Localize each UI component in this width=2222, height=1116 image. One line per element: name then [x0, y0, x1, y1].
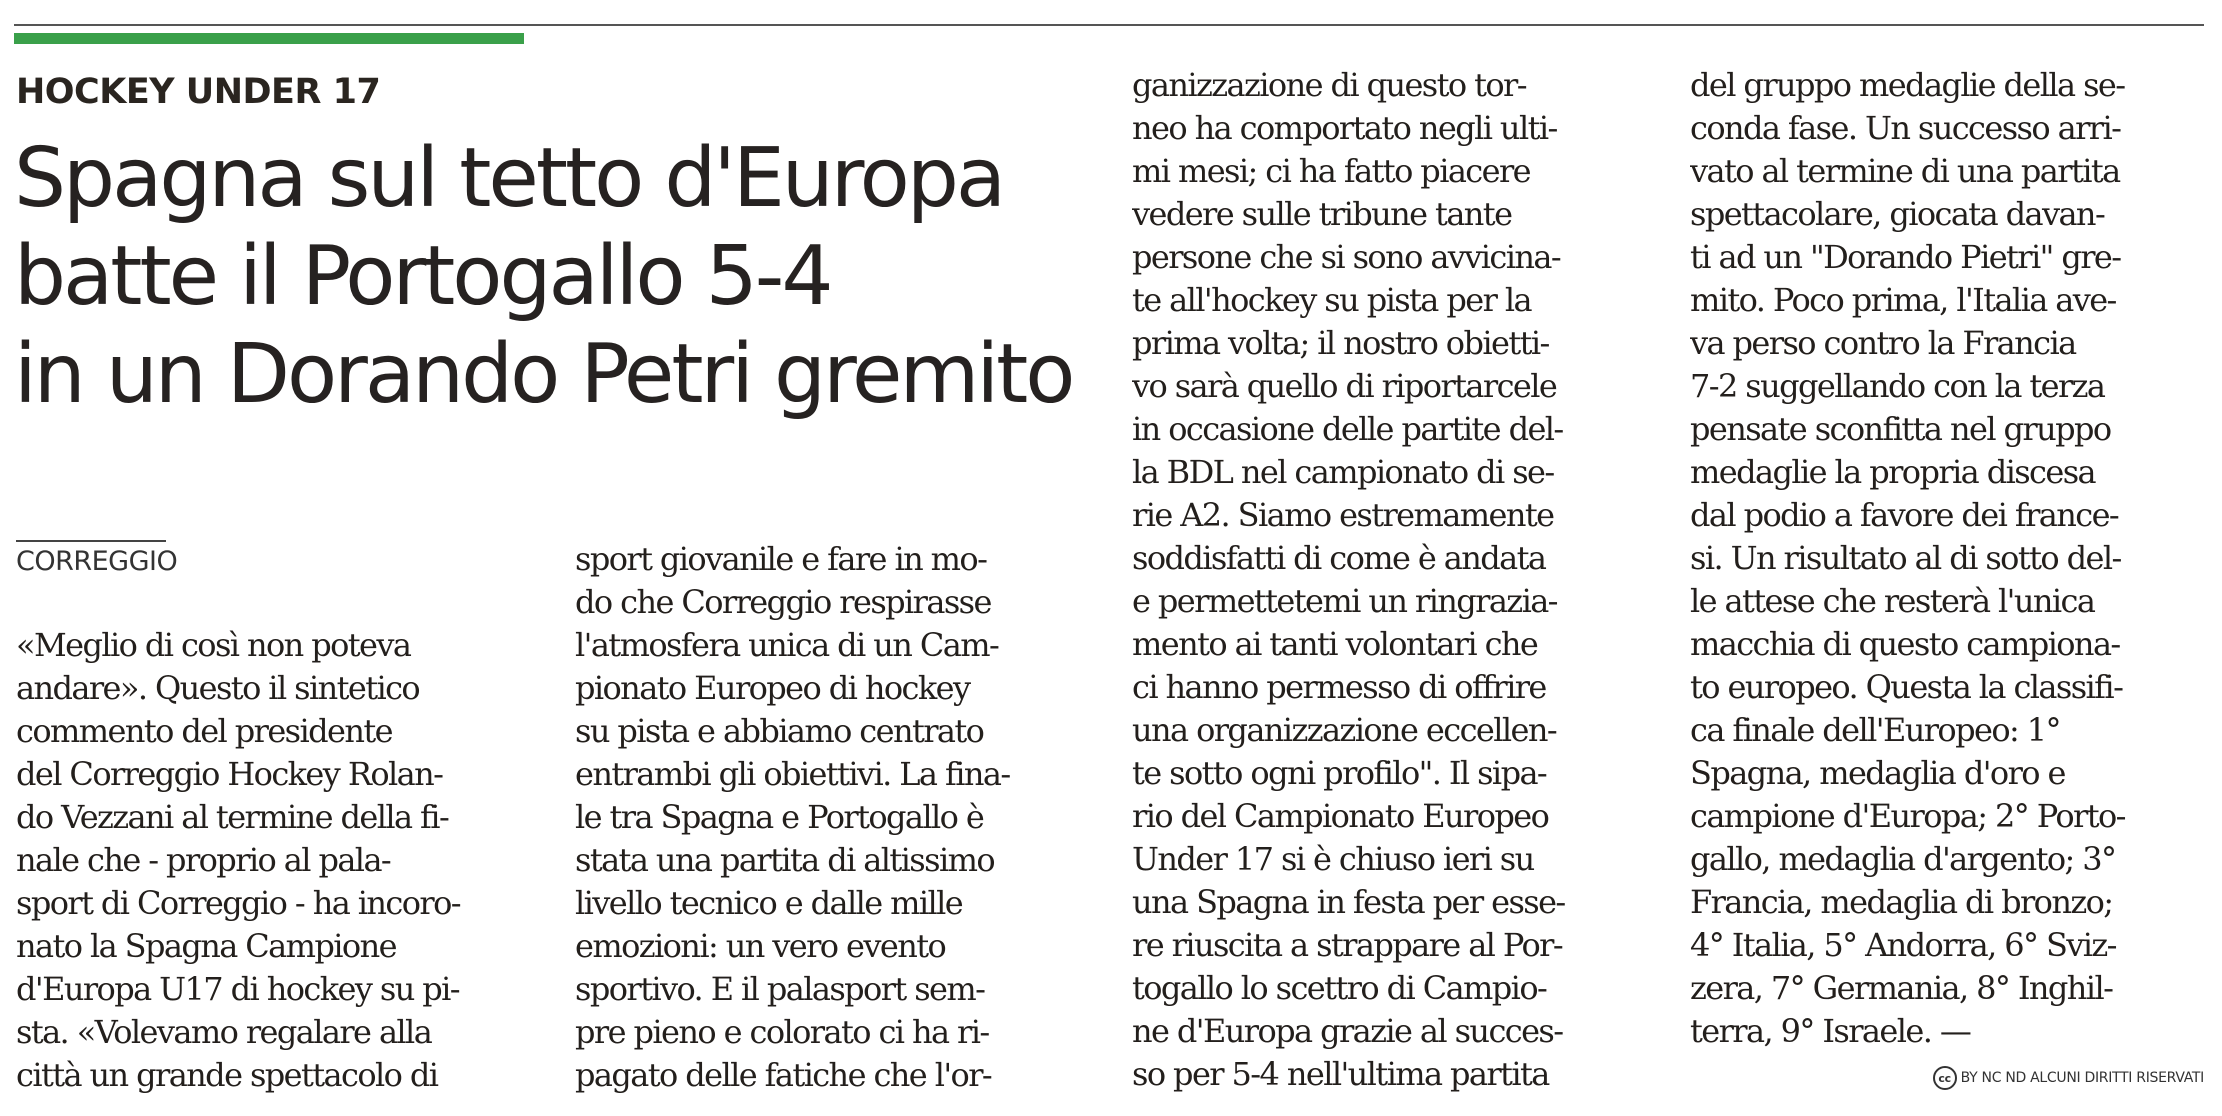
text-line: 4° Italia, 5° Andorra, 6° Sviz- — [1690, 926, 2116, 964]
text-line: commento del presidente — [16, 712, 392, 750]
text-line: do Vezzani al termine della fi- — [16, 798, 449, 836]
text-line: ca finale dell'Europeo: 1° — [1690, 711, 2060, 749]
text-line: città un grande spettacolo di — [16, 1056, 438, 1094]
headline-line: Spagna sul tetto d'Europa — [14, 131, 1004, 226]
text-line: togallo lo scettro di Campio- — [1132, 969, 1547, 1007]
text-line: Spagna, medaglia d'oro e — [1690, 754, 2065, 792]
text-line: pensate sconfitta nel gruppo — [1690, 410, 2111, 448]
text-line: gallo, medaglia d'argento; 3° — [1690, 840, 2116, 878]
text-line: una Spagna in festa per esse- — [1132, 883, 1565, 921]
text-line: pagato delle fatiche che l'or- — [575, 1056, 992, 1094]
text-line: zera, 7° Germania, 8° Inghil- — [1690, 969, 2113, 1007]
text-line: neo ha comportato negli ulti- — [1132, 109, 1557, 147]
headline-line: in un Dorando Petri gremito — [14, 327, 1073, 422]
text-line: andare». Questo il sintetico — [16, 669, 420, 707]
text-line: ti ad un "Dorando Pietri" gre- — [1690, 238, 2121, 276]
text-line: vato al termine di una partita — [1690, 152, 2120, 190]
text-line: te sotto ogni profilo". Il sipa- — [1132, 754, 1547, 792]
text-line: Under 17 si è chiuso ieri su — [1132, 840, 1534, 878]
dateline: CORREGGIO — [16, 546, 178, 577]
text-line: del gruppo medaglie della se- — [1690, 66, 2125, 104]
headline-line: batte il Portogallo 5-4 — [14, 229, 831, 324]
text-line: in occasione delle partite del- — [1132, 410, 1563, 448]
text-line: su pista e abbiamo centrato — [575, 712, 984, 750]
text-line: do che Correggio respirasse — [575, 583, 991, 621]
text-line: rio del Campionato Europeo — [1132, 797, 1549, 835]
text-line: sport di Correggio - ha incoro- — [16, 884, 460, 922]
text-line: le attese che resterà l'unica — [1690, 582, 2095, 620]
article-column-1 — [16, 624, 526, 1097]
text-line: «Meglio di così non poteva — [16, 626, 411, 664]
text-line: sta. «Volevamo regalare alla — [16, 1013, 432, 1051]
text-line: ci hanno permesso di offrire — [1132, 668, 1546, 706]
text-line: soddisfatti di come è andata — [1132, 539, 1546, 577]
text-line: re riuscita a strappare al Por- — [1132, 926, 1563, 964]
text-line: to europeo. Questa la classifi- — [1690, 668, 2123, 706]
text-line: stata una partita di altissimo — [575, 841, 994, 879]
text-line: emozioni: un vero evento — [575, 927, 946, 965]
text-line: si. Un risultato al di sotto del- — [1690, 539, 2121, 577]
kicker: HOCKEY UNDER 17 — [16, 72, 381, 112]
article-column-3 — [1132, 64, 1642, 1096]
text-line: va perso contro la Francia — [1690, 324, 2076, 362]
text-line: campione d'Europa; 2° Porto- — [1690, 797, 2125, 835]
text-line: te all'hockey su pista per la — [1132, 281, 1531, 319]
text-line: pionato Europeo di hockey — [575, 669, 970, 707]
text-line: prima volta; il nostro obietti- — [1132, 324, 1549, 362]
text-line: pre pieno e colorato ci ha ri- — [575, 1013, 989, 1051]
creative-commons-icon: cc — [1933, 1066, 1957, 1090]
text-line: una organizzazione eccellen- — [1132, 711, 1557, 749]
top-rule — [14, 24, 2204, 26]
text-line: la BDL nel campionato di se- — [1132, 453, 1554, 491]
text-line: conda fase. Un successo arri- — [1690, 109, 2121, 147]
text-line: Francia, medaglia di bronzo; — [1690, 883, 2113, 921]
license-notice — [1933, 1066, 2204, 1090]
text-line: ganizzazione di questo tor- — [1132, 66, 1526, 104]
text-line: vedere sulle tribune tante — [1132, 195, 1512, 233]
text-line: spettacolare, giocata davan- — [1690, 195, 2105, 233]
text-line: rie A2. Siamo estremamente — [1132, 496, 1554, 534]
text-line: persone che si sono avvicina- — [1132, 238, 1561, 276]
text-line: l'atmosfera unica di un Cam- — [575, 626, 999, 664]
dateline-rule — [16, 540, 166, 542]
text-line: le tra Spagna e Portogallo è — [575, 798, 984, 836]
text-line: nale che - proprio al pala- — [16, 841, 391, 879]
text-line: medaglie la propria discesa — [1690, 453, 2096, 491]
section-color-bar — [14, 33, 524, 44]
text-line: del Correggio Hockey Rolan- — [16, 755, 443, 793]
text-line: nato la Spagna Campione — [16, 927, 396, 965]
text-line: e permettetemi un ringrazia- — [1132, 582, 1557, 620]
article-column-4 — [1690, 64, 2200, 1053]
text-line: d'Europa U17 di hockey su pi- — [16, 970, 460, 1008]
text-line: mento ai tanti volontari che — [1132, 625, 1538, 663]
text-line: mi mesi; ci ha fatto piacere — [1132, 152, 1530, 190]
text-line: sport giovanile e fare in mo- — [575, 540, 987, 578]
text-line: so per 5-4 nell'ultima partita — [1132, 1055, 1549, 1093]
headline — [14, 130, 1072, 424]
text-line: sportivo. E il palasport sem- — [575, 970, 985, 1008]
text-line: mito. Poco prima, l'Italia ave- — [1690, 281, 2116, 319]
text-line: dal podio a favore dei france- — [1690, 496, 2119, 534]
text-line: ne d'Europa grazie al succes- — [1132, 1012, 1563, 1050]
text-line: terra, 9° Israele. — — [1690, 1012, 1971, 1050]
text-line: 7-2 suggellando con la terza — [1690, 367, 2105, 405]
text-line: macchia di questo campiona- — [1690, 625, 2120, 663]
text-line: vo sarà quello di riportarcele — [1132, 367, 1557, 405]
article-column-2 — [575, 538, 1085, 1097]
text-line: entrambi gli obiettivi. La fina- — [575, 755, 1010, 793]
text-line: livello tecnico e dalle mille — [575, 884, 963, 922]
license-text: BY NC ND ALCUNI DIRITTI RISERVATI — [1960, 1070, 2204, 1086]
